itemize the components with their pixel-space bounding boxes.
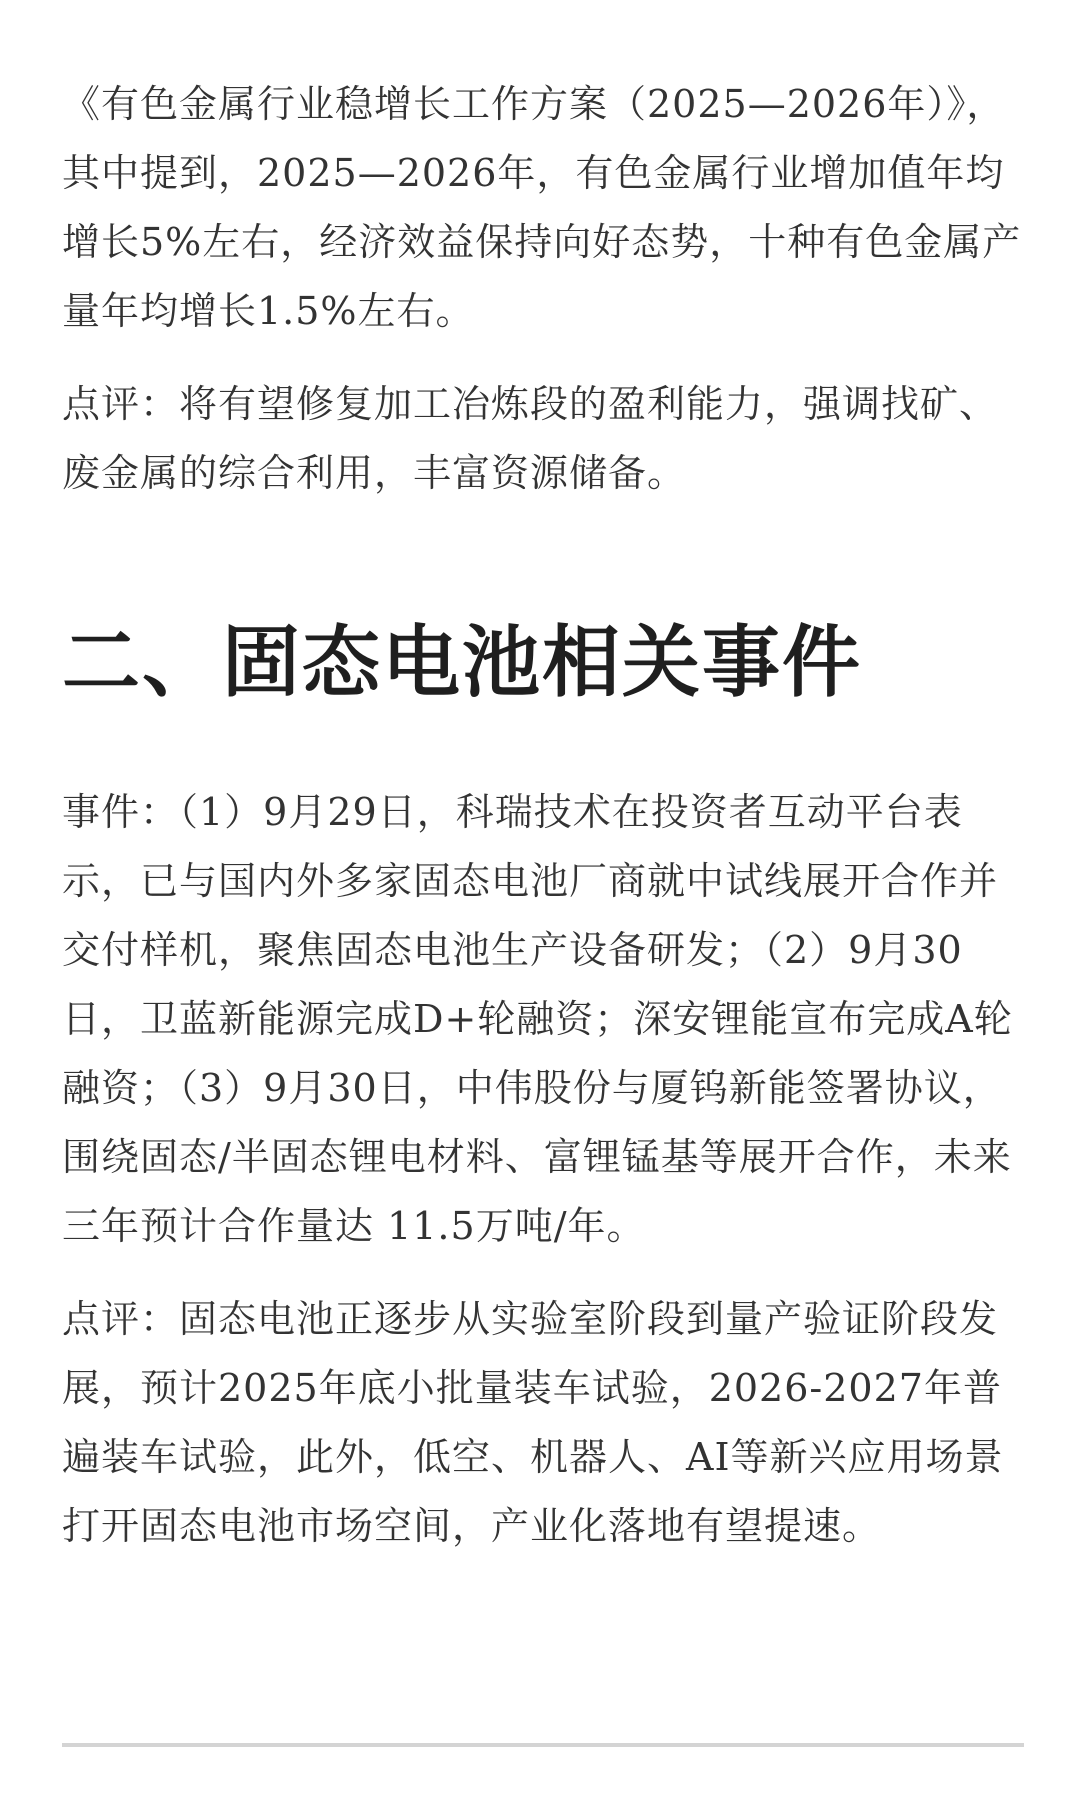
policy-paragraph: 《有色金属行业稳增长工作方案（2025—2026年）》，其中提到，2025—2026年，有色金属行业增加值年均增长5%左右，经济效益保持向好态势，十种有色金属产量年均增长1.5%左右。: [62, 82, 1022, 333]
article-body: [62, 70, 1024, 1561]
section-heading: 二、固态电池相关事件: [62, 618, 863, 708]
bottom-divider: [62, 1743, 1024, 1747]
event-comment: 点评：固态电池正逐步从实验室阶段到量产验证阶段发展，预计2025年底小批量装车试验，2026-2027年普遍装车试验，此外，低空、机器人、AI等新兴应用场景打开固态电池市场空间，产业化落地有望提速。: [62, 1297, 1004, 1548]
event-paragraph: 事件：（1）9月29日，科瑞技术在投资者互动平台表示，已与国内外多家固态电池厂商就中试线展开合作并交付样机，聚焦固态电池生产设备研发；（2）9月30日，卫蓝新能源完成D+轮融资；深安锂能宣布完成A轮融资；（3）9月30日，中伟股份与厦钨新能签署协议，围绕固态/半固态锂电材料、富锂锰基等展开合作，未来三年预计合作量达 11.5万吨/年。: [62, 790, 1013, 1248]
policy-comment: 点评：将有望修复加工冶炼段的盈利能力，强调找矿、废金属的综合利用，丰富资源储备。: [62, 382, 999, 495]
